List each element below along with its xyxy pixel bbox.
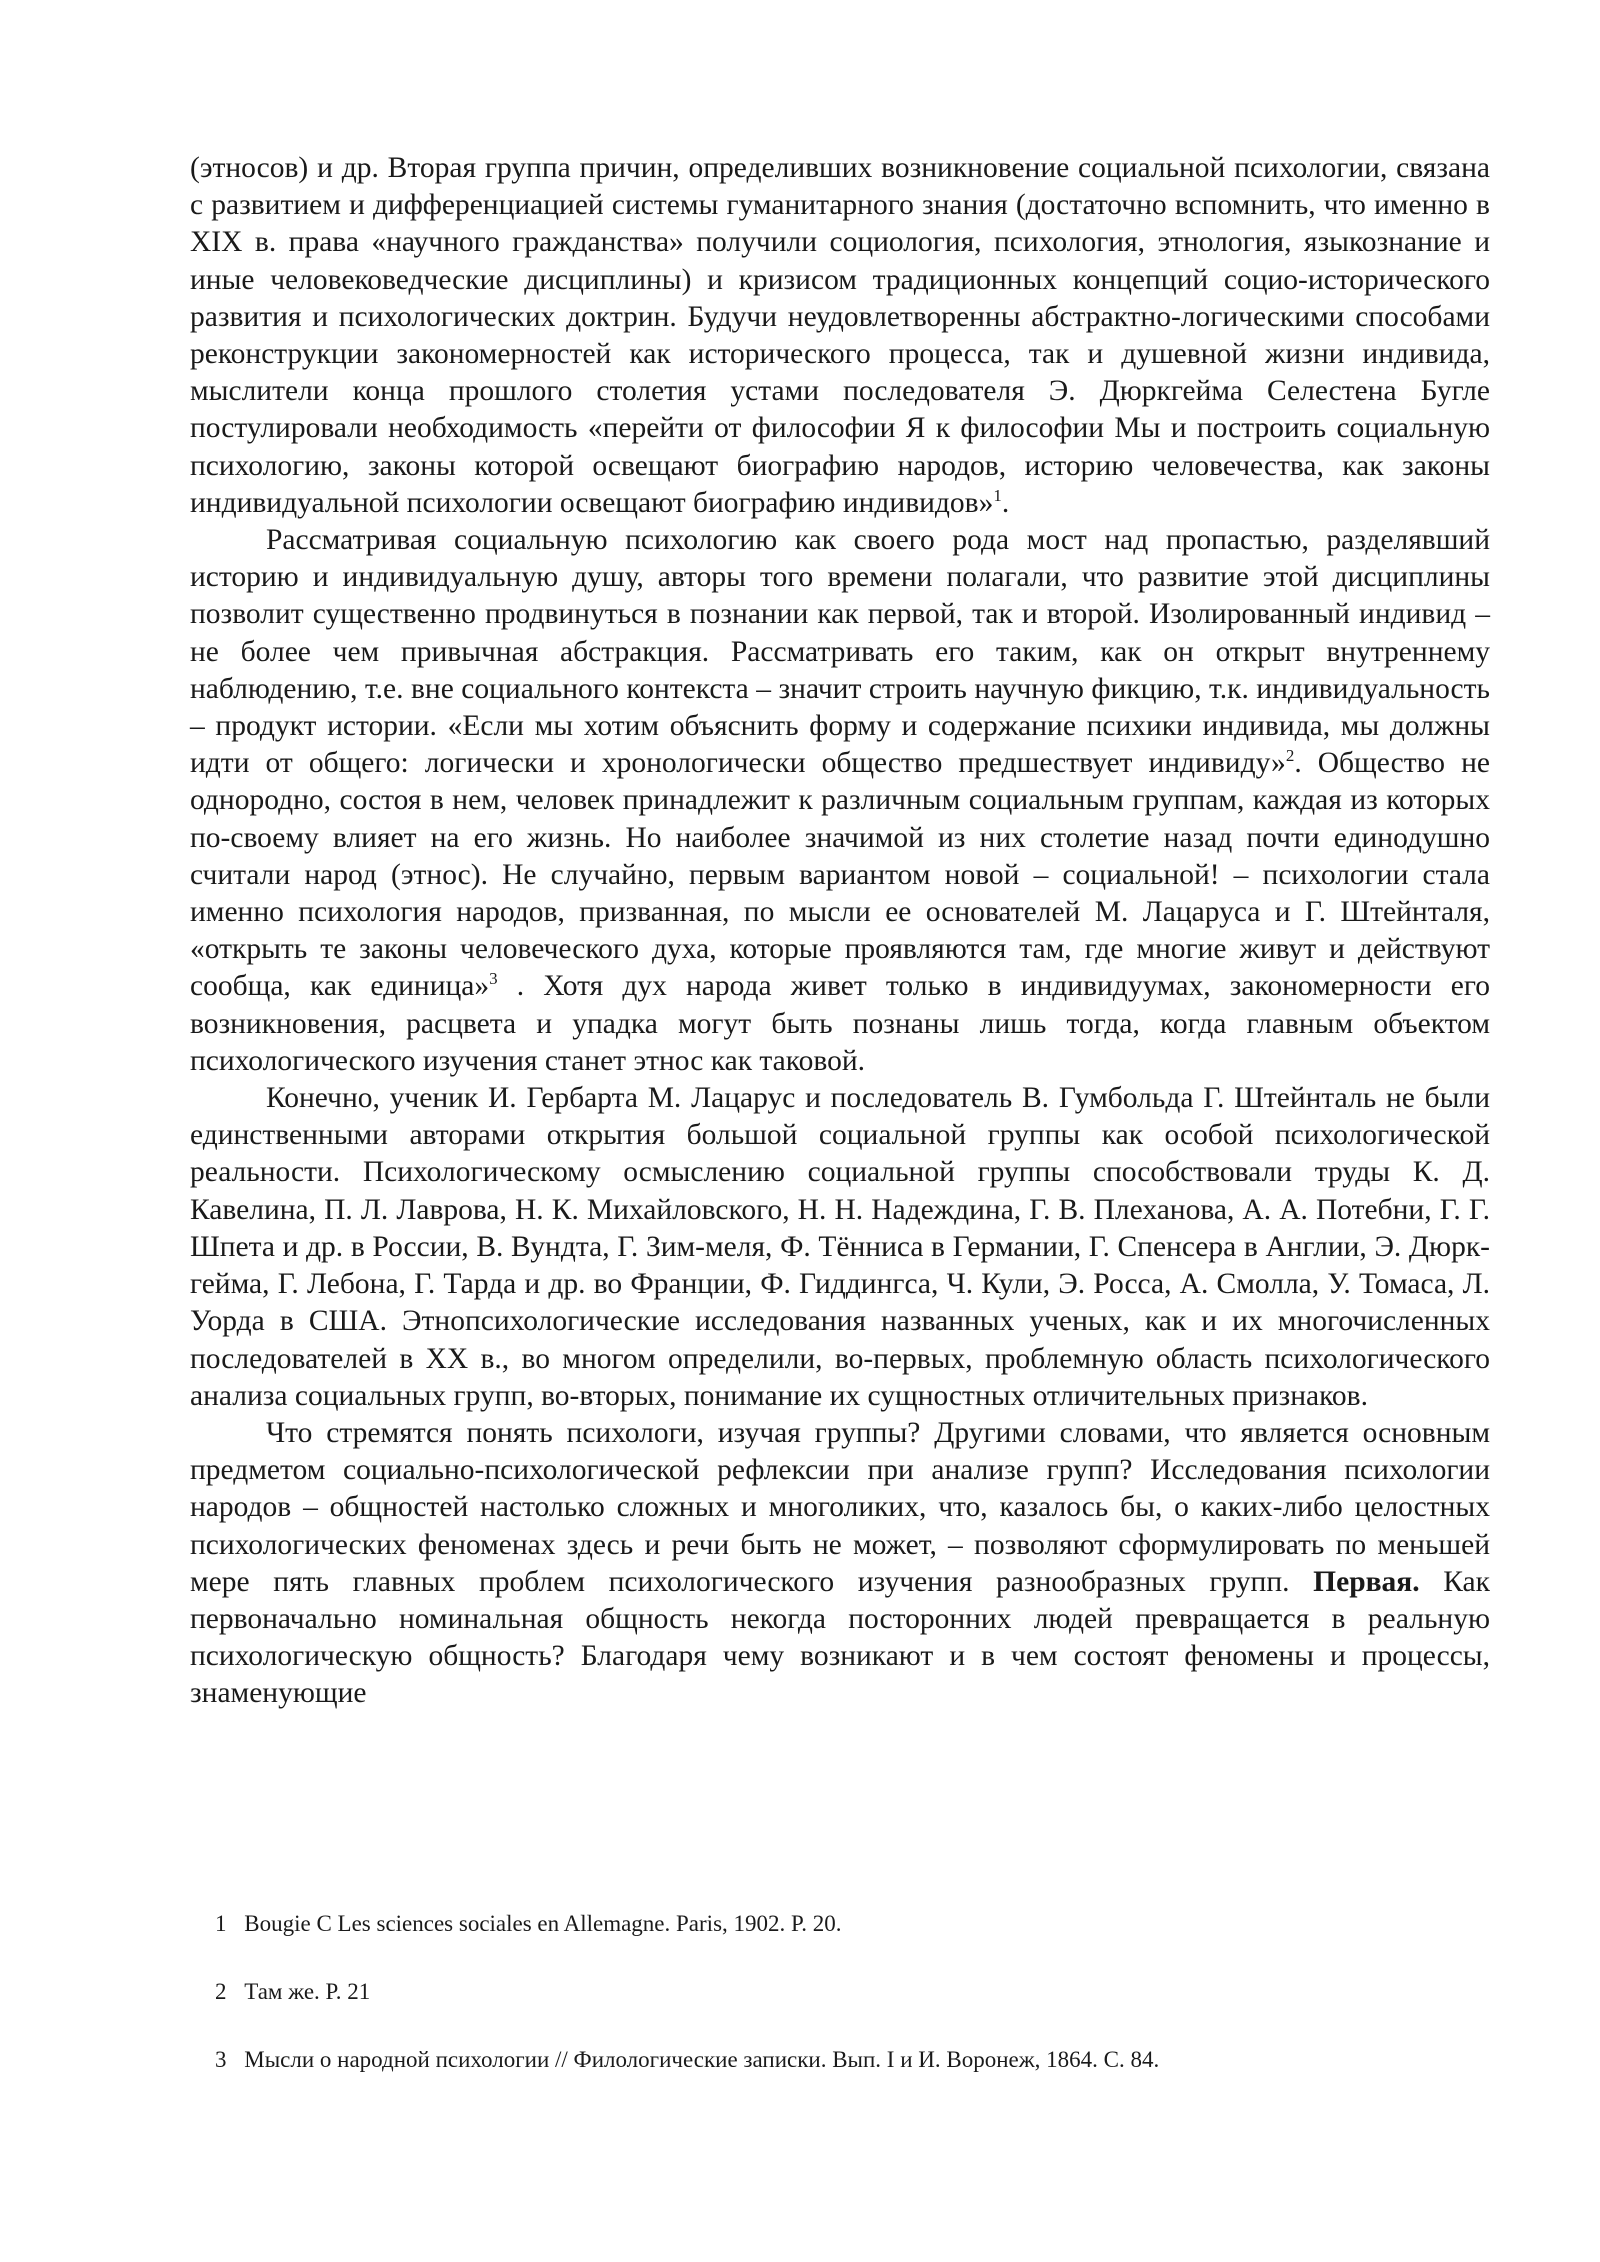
text-run: Конечно, ученик И. Гербарта М. Лацарус и последователь В. Гумбольда Г. Штейнталь не были единственными авторами открытия большой социальной группы как особой психологической реальности. Психологическому осмыслению социальной группы способствовали труды К. Д. Кавелина, П. Л. Лаврова, Н. К. Михайловского, Н. Н. Надеждина, Г. В. Плеханова, А. А. Потебни, Г. Г. Шпета и др. в России, В. Вундта, Г. Зим-меля, Ф. Тённиса в Германии, Г. Спенсера в Англии, Э. Дюрк-гейма, Г. Лебона, Г. Тарда и др. во Франции, Ф. Гиддингса, Ч. Кули, Э. Росса, А. Смолла, У. Томаса, Л. Уорда в США. Этнопсихологические исследования названных ученых, как и их многочисленных последователей в XX в., во многом определили, во-первых, проблемную область психологического анализа социальных групп, во-вторых, понимание их сущностных отличительных признаков.: [190, 1082, 1490, 1412]
footnote-text: Там же. P. 21: [244, 1979, 371, 2004]
footnote-ref: 1: [993, 486, 1002, 505]
text-run: Что стремятся понять психологи, изучая группы? Другими словами, что является основным предметом социально-психологической рефлексии при анализе групп? Исследования психологии народов – общностей настолько сложных и многоликих, что, казалось бы, о каких-либо целостных психологических феноменах здесь и речи быть не может, – позволяют сформулировать по меньшей мере пять главных проблем психологического изучения разнообразных групп.: [190, 1416, 1490, 1598]
document-page: [190, 150, 1490, 1713]
footnote-3: [215, 2046, 1475, 2114]
footnote-text: Bougie C Les sciences sociales en Allemagne. Paris, 1902. P. 20.: [244, 1911, 842, 1936]
footnote-text: Мысли о народной психологии // Филологические записки. Вып. I и И. Воронеж, 1864. С. 84.: [244, 2047, 1160, 2072]
footnote-ref: 2: [1285, 746, 1295, 766]
text-run: . Общество не однородно, состоя в нем, человек принадлежит к различным социальным группам, каждая из которых по-своему влияет на его жизнь. Но наиболее значимой из них столетие назад почти единодушно считали народ (этнос). Не случайно, первым вариантом новой – социальной! – психологии стала именно психология народов, призванная, по мысли ее основателей М. Лацаруса и Г. Штейнталя, «открыть те законы человеческого духа, которые проявляются там, где многие живут и действуют сообща, как единица»: [190, 747, 1490, 1003]
footnote-2: [215, 1978, 1475, 2046]
footnote-1: [215, 1910, 1475, 1978]
bold-term: Первая.: [1313, 1565, 1420, 1598]
text-run: (этносов) и др. Вторая группа причин, определивших возникновение социальной психологии, связана с развитием и дифференциацией системы гуманитарного знания (достаточно вспомнить, что именно в XIX в. права «научного гражданства» получили социология, психология, этнология, языкознание и иные человековедческие дисциплины) и кризисом традиционных концепций социо-исторического развития и психологических доктрин. Будучи неудовлетворенны абстрактно-логическими способами реконструкции закономерностей как исторического процесса, так и душевной жизни индивида, мыслители конца прошлого столетия устами последователя Э. Дюркгейма Селестена Бугле постулировали необходимость «перейти от философии Я к философии Мы и построить социальную психологию, законы которой освещают биографию народов, историю человечества, как законы индивидуальной психологии освещают биографию индивидов»: [190, 152, 1490, 519]
footnote-ref: 3: [489, 969, 498, 989]
footnote-number: 2: [215, 1979, 227, 2004]
text-run: .: [1001, 486, 1010, 519]
text-run: Рассматривая социальную психологию как своего рода мост над пропастью, разделявший историю и индивидуальную душу, авторы того времени полагали, что развитие этой дисциплины позволит существенно продвинуться в познании как первой, так и второй. Изолированный индивид – не более чем привычная абстракция. Рассматривать его таким, как он открыт внутреннему наблюдению, т.е. вне социального контекста – значит строить научную фикцию, т.к. индивидуальность – продукт истории. «Если мы хотим объяснить форму и содержание психики индивида, мы должны идти от общего: логически и хронологически общество предшествует индивиду»: [190, 524, 1490, 780]
paragraph-1: [190, 150, 1490, 522]
text-run: Как первоначально номинальная общность некогда посторонних людей превращается в реальную психологическую общность? Благодаря чему возникают и в чем состоят феномены и процессы, знаменующие: [190, 1565, 1490, 1710]
body-text: [190, 150, 1490, 1713]
footnotes: [215, 1910, 1475, 2114]
paragraph-2: [190, 522, 1490, 1080]
footnote-number: 1: [215, 1911, 227, 1936]
paragraph-3: [190, 1080, 1490, 1415]
paragraph-4: [190, 1415, 1490, 1713]
footnote-number: 3: [215, 2047, 227, 2072]
text-run: . Хотя дух народа живет только в индивидуумах, закономерности его возникновения, расцвета и упадка могут быть познаны лишь тогда, когда главным объектом психологического изучения станет этнос как таковой.: [190, 970, 1490, 1077]
